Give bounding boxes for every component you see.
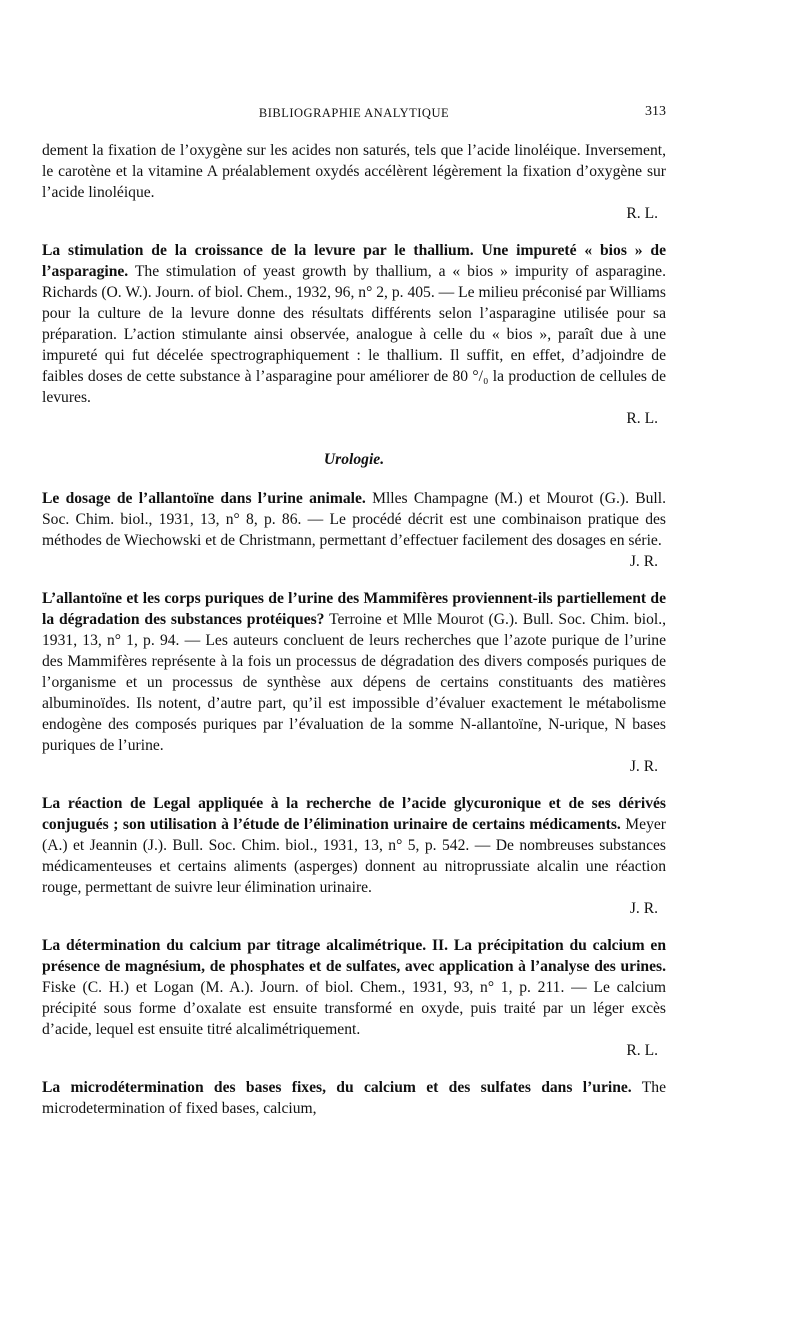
entry-title: Le dosage de l’allantoïne dans l’urine animale. (42, 490, 366, 507)
entry-title: La stimulation de la croissance de la levure par le thallium. Une impureté « bios » de l’asparagine. (42, 242, 666, 280)
entry-title: L’allantoïne et les corps puriques de l’urine des Mammifères proviennent-ils partiellement de la dégradation des substances protéiques? (42, 590, 666, 628)
running-header (42, 104, 666, 124)
entry-signature: R. L. (626, 205, 658, 222)
entry-signature: J. R. (629, 758, 658, 775)
entry-4 (42, 793, 666, 919)
entry-text-content: dement la fixation de l’oxygène sur les acides non saturés, tels que l’acide linoléique. Inversement, le carotène et la vitamine A préalablement oxydés accélèrent légèrement la fixation d’oxygène sur l’acide linoléique. (42, 142, 666, 201)
entry-text-content: Terroine et Mlle Mourot (G.). Bull. Soc. Chim. biol., 1931, 13, n° 1, p. 94. — Les auteurs concluent de leurs recherches que l’azote purique de l’urine des Mammifères représente à la fois un processus de dégradation des divers composés puriques de l’organisme et un processus de synthèse aux dépens de certains constituants des matières albuminoïdes. Ils notent, d’autre part, qu’il est impossible d’évaluer exactement le métabolisme endogène des composés puriques par l’évaluation de la somme N-allantoïne, N-urique, N bases puriques de l’urine. (42, 611, 667, 754)
header-title: BIBLIOGRAPHIE ANALYTIQUE (258, 106, 450, 120)
entry-signature: R. L. (626, 410, 658, 427)
entry-text-content: Mlles Champagne (M.) et Mourot (G.). Bull. Soc. Chim. biol., 1931, 13, n° 8, p. 86. — Le procédé décrit est une combinaison pratique des méthodes de Wiechowski et de Christmann, permettant d’effectuer facilement des dosages en série. (42, 490, 666, 549)
page-body (42, 140, 666, 1119)
entry-title: La microdétermination des bases fixes, du calcium et des sulfates dans l’urine. (42, 1079, 632, 1096)
entry-signature: J. R. (629, 553, 658, 570)
entry-text-content: Fiske (C. H.) et Logan (M. A.). Journ. of biol. Chem., 1931, 93, n° 1, p. 211. — Le calcium précipité sous forme d’oxalate est ensuite transformé en oxyde, puis traité par un léger excès d’acide, lequel est ensuite titré alcalimétriquement. (42, 979, 666, 1038)
entry-signature: J. R. (629, 900, 658, 917)
entry-3 (42, 588, 666, 777)
entry-text (42, 488, 666, 551)
entry-text-content: The microdetermination of fixed bases, calcium, (42, 1079, 666, 1117)
entry-text (42, 588, 666, 756)
entry-0 (42, 140, 666, 224)
entry-2 (42, 488, 666, 572)
entry-text (42, 1077, 666, 1119)
entry-1 (42, 240, 666, 429)
page-number: 313 (645, 104, 666, 119)
entry-5 (42, 935, 666, 1061)
entry-text (42, 793, 666, 898)
section-heading: Urologie. (323, 451, 385, 468)
entry-title: La réaction de Legal appliquée à la recherche de l’acide glycuronique et de ses dérivés conjugués ; son utilisation à l’étude de l’élimination urinaire de certains médicaments. (42, 795, 666, 833)
entry-signature: R. L. (626, 1042, 658, 1059)
entry-text (42, 240, 666, 408)
entry-text-content: Meyer (A.) et Jeannin (J.). Bull. Soc. Chim. biol., 1931, 13, n° 5, p. 542. — De nombreuses substances médicamenteuses et certains aliments (asperges) donnent au nitroprussiate alcalin une réaction rouge, permettant de suivre leur élimination urinaire. (42, 816, 666, 896)
entry-6 (42, 1077, 666, 1119)
entry-text (42, 935, 666, 1040)
entry-text-content: The stimulation of yeast growth by thallium, a « bios » impurity of asparagine. Richards (O. W.). Journ. of biol. Chem., 1932, 96, n° 2, p. 405. — Le milieu préconisé par Williams pour la culture de la levure donne des résultats différents selon l’asparagine utilisée pour sa préparation. L’action stimulante ainsi observée, analogue à celle du « bios », paraît due à une impureté qui fut décelée spectrographiquement : le thallium. Il suffit, en effet, d’adjoindre de faibles doses de cette substance à l’asparagine pour améliorer de 80 °/₀ la production de cellules de levures. (42, 263, 667, 406)
entry-text (42, 140, 666, 203)
entry-title: La détermination du calcium par titrage alcalimétrique. II. La précipitation du calcium en présence de magnésium, de phosphates et de sulfates, avec application à l’analyse des urines. (42, 937, 666, 975)
